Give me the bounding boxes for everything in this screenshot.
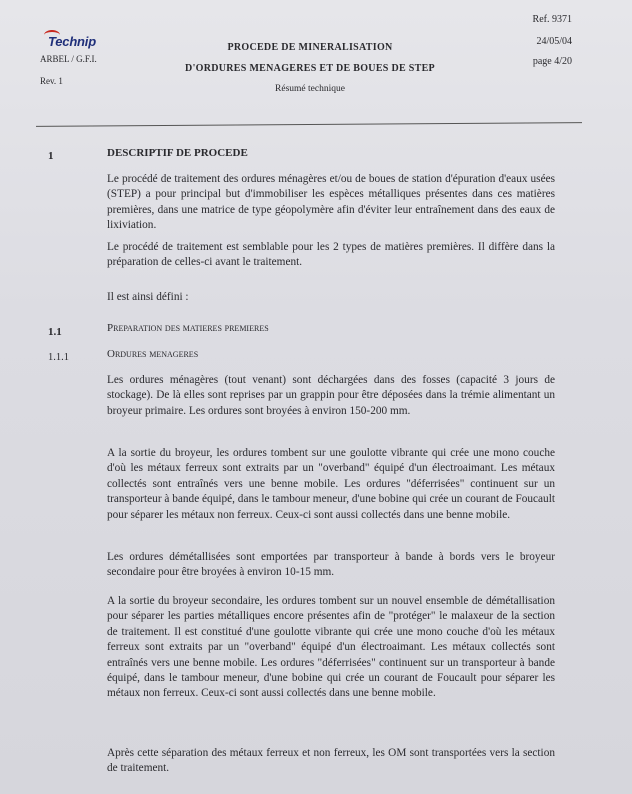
paragraph: Les ordures ménagères (tout venant) sont déchargées dans des fosses (capacité 3 jours de stockage). De là elles sont reprises par un grappin pour être déposées dans la trémie alimentant un broyeur primaire. Les ordures sont broyées à environ 150-200 mm. (107, 374, 555, 417)
header-revision: Rev. 1 (40, 76, 63, 86)
paragraph: A la sortie du broyeur secondaire, les ordures tombent sur un nouvel ensemble de démétallisation pour séparer les parties métalliques encore présentes afin de "protéger" le malaxeur de la section de traitement. Il est constitué d'une goulotte vibrante qui crée une mono couche d'où les métaux ferreux sont extraits par un "overband" équipé d'un électroaimant. Les métaux collectés sont entraînés vers une benne mobile. Les ordures "déferrisées" continuent sur un transporteur à bande équipé, dans le tambour meneur, d'une bobine qui crée un courant de Foucault pour séparer les métaux non ferreux. Ceux-ci sont aussi collectés dans une benne mobile. (107, 595, 555, 700)
subsection-number: 1.1 (48, 326, 62, 338)
header-page: page 4/20 (532, 56, 572, 67)
doc-title-line2: D'ORDURES MENAGERES ET DE BOUES DE STEP (185, 63, 435, 74)
paragraph: Après cette séparation des métaux ferreux et non ferreux, les OM sont transportées vers la section de traitement. (107, 747, 555, 775)
subsection-title-text: Preparation des matieres premieres (107, 322, 269, 334)
section-number: 1 (48, 150, 54, 162)
subsubsection-number: 1.1.1 (48, 352, 69, 363)
header-ref: Ref. 9371 (532, 14, 572, 25)
company-logo: Technip (48, 34, 96, 49)
paragraph: Le procédé de traitement est semblable pour les 2 types de matières premières. Il diffère dans la préparation de celles-ci avant le traitement. (107, 241, 555, 269)
subsubsection-title (107, 348, 198, 360)
paragraph: Il est ainsi défini : (107, 291, 189, 303)
subsubsection-title-text: Ordures menageres (107, 348, 199, 360)
header-author: ARBEL / G.F.I. (40, 54, 97, 64)
paragraph: A la sortie du broyeur, les ordures tombent sur une goulotte vibrante qui crée une mono couche d'où les métaux ferreux sont extraits par un "overband" équipé d'un électroaimant. Les métaux collectés sont entraînés vers une benne mobile. Les ordures "déferrisées" continuent sur un transporteur à bande équipé, dans le tambour meneur, d'une bobine qui crée un courant de Foucault pour séparer les métaux non ferreux. Ceux-ci sont aussi collectés dans une benne mobile. (107, 447, 555, 521)
subsection-title (107, 322, 269, 334)
doc-subtitle: Résumé technique (275, 84, 345, 94)
header-divider (36, 122, 582, 127)
doc-title-line1: PROCEDE DE MINERALISATION (227, 42, 393, 53)
section-title: DESCRIPTIF DE PROCEDE (107, 147, 248, 159)
paragraph: Le procédé de traitement des ordures ménagères et/ou de boues de station d'épuration d'eaux usées (STEP) a pour principal but d'immobiliser les espèces métalliques présentes dans ces matières premières, dans une matrice de type géopolymère afin d'éviter leur entraînement dans des eaux de lixiviation. (107, 173, 555, 232)
paragraph: Les ordures démétallisées sont emportées par transporteur à bande à bords vers le broyeur secondaire pour être broyées à environ 10-15 mm. (107, 551, 555, 579)
header-date: 24/05/04 (536, 36, 572, 47)
